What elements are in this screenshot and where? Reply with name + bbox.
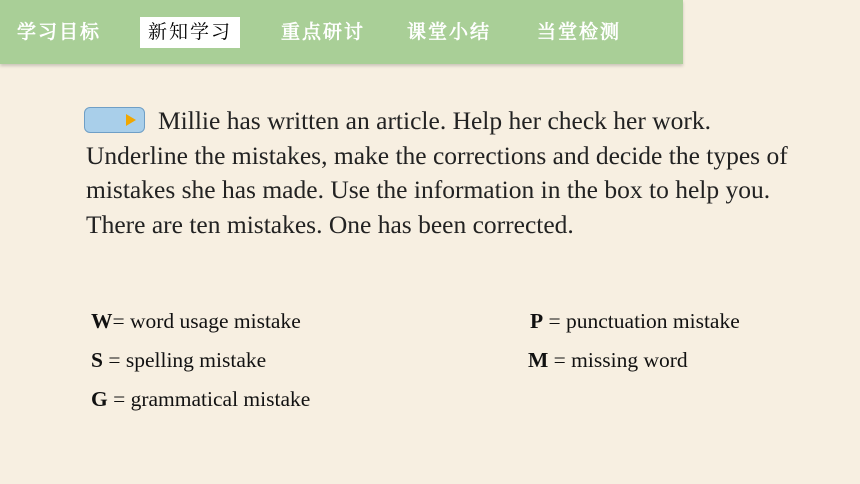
tab-learning-objectives[interactable]: 学习目标 <box>17 21 102 43</box>
tab-class-summary[interactable]: 课堂小结 <box>407 21 492 43</box>
key-item-w <box>91 309 301 334</box>
tab-class-test[interactable]: 当堂检测 <box>537 21 622 43</box>
top-nav-bar <box>0 0 683 64</box>
tab-new-knowledge[interactable]: 新知学习 <box>140 17 240 48</box>
tab-key-discussion[interactable]: 重点研讨 <box>281 21 366 43</box>
key-item-s <box>91 348 266 373</box>
key-item-g <box>91 387 310 412</box>
key-description: = word usage mistake <box>112 309 301 333</box>
key-code: S <box>91 348 103 372</box>
key-code: G <box>91 387 108 411</box>
key-description: = punctuation mistake <box>543 309 740 333</box>
key-description: = grammatical mistake <box>107 387 311 411</box>
key-item-p <box>530 309 740 334</box>
instructions-text: Millie has written an article. Help her check her work. Underline the mistakes, make the corrections and decide the types of mistakes she has made. Use the information in the box to help you. There are ten mistakes. One has been corrected. <box>86 106 788 239</box>
key-code: W <box>91 309 113 333</box>
key-description: = missing word <box>548 348 688 372</box>
key-code: M <box>528 348 549 372</box>
key-code: P <box>530 309 544 333</box>
key-description: = spelling mistake <box>102 348 267 372</box>
key-item-m <box>528 348 688 373</box>
